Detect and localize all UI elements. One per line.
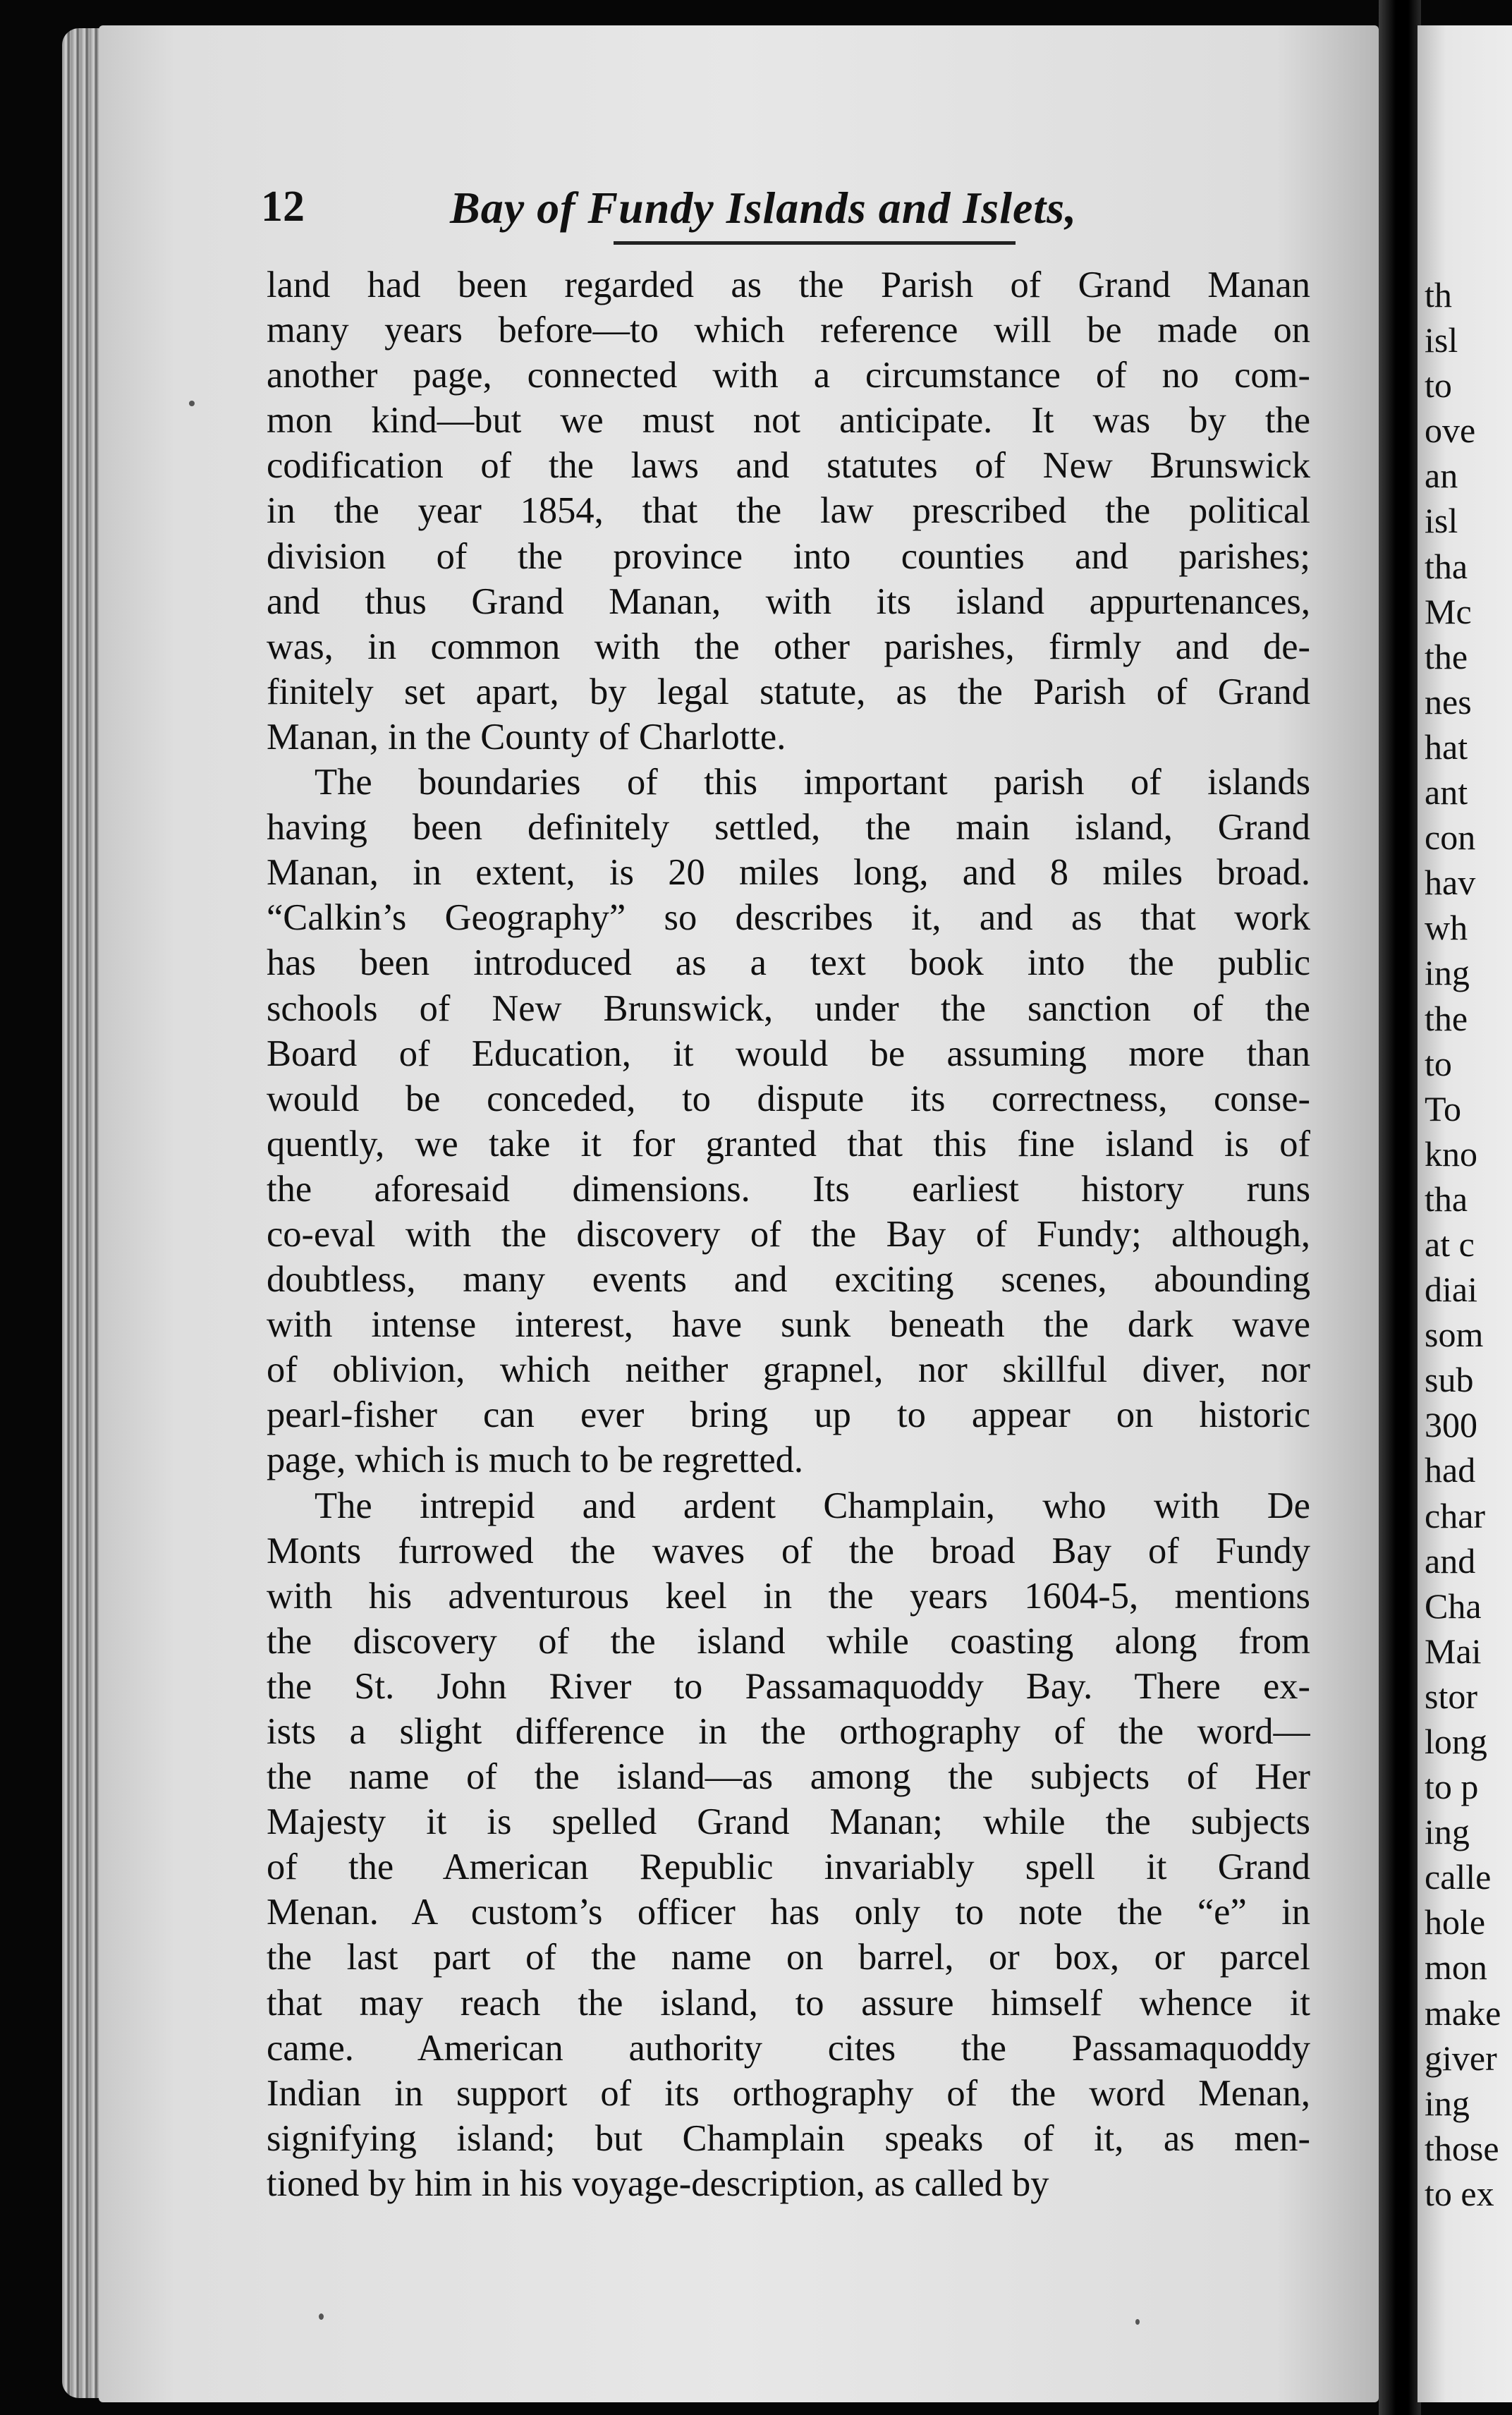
text-line: Indian in support of its orthography of the word Menan, — [267, 2072, 1310, 2114]
page-header — [261, 182, 1305, 245]
next-page-fragment: kno — [1425, 1133, 1477, 1174]
next-page-fragment: th — [1425, 275, 1452, 315]
next-page-fragment: calle — [1425, 1857, 1492, 1897]
text-line: The intrepid and ardent Champlain, who with De — [315, 1485, 1310, 1526]
text-line: the St. John River to Passamaquoddy Bay. There ex- — [267, 1665, 1310, 1707]
next-page-fragment: the — [1425, 636, 1468, 676]
ink-speck — [189, 401, 195, 406]
next-page-fragment: long — [1425, 1722, 1487, 1761]
text-line: land had been regarded as the Parish of Grand Manan — [267, 264, 1310, 305]
next-page-fragment: had — [1425, 1450, 1476, 1490]
text-line: with intense interest, have sunk beneath the dark wave — [267, 1304, 1310, 1346]
text-line: page, which is much to be regretted. — [267, 1440, 803, 1481]
text-line: “Calkin’s Geography” so describes it, and as that work — [267, 897, 1310, 939]
running-title: Bay of Fundy Islands and Islets, — [450, 183, 1078, 233]
next-page-fragment: an — [1425, 456, 1458, 496]
text-line: Menan. A custom’s officer has only to note the “e” in — [267, 1892, 1310, 1933]
next-page-fragment: those — [1425, 2128, 1499, 2168]
next-page-fragment: ing — [1425, 953, 1470, 993]
text-line: codification of the laws and statutes of New Brunswick — [267, 445, 1310, 487]
text-line: of the American Republic invariably spell it Grand — [267, 1847, 1310, 1888]
next-page-fragment: mon — [1425, 1947, 1487, 1988]
text-line: tioned by him in his voyage-description, as called by — [267, 2162, 1049, 2204]
next-page-fragment: giver — [1425, 2038, 1497, 2078]
text-line: ists a slight difference in the orthography of the word— — [267, 1711, 1310, 1752]
text-line: the aforesaid dimensions. Its earliest history runs — [267, 1168, 1310, 1210]
next-page-fragment: at c — [1425, 1224, 1475, 1264]
next-page-fragment: tha — [1425, 546, 1468, 586]
next-page-edge — [1418, 25, 1512, 2402]
text-line: schools of New Brunswick, under the sanction of the — [267, 987, 1310, 1029]
next-page-fragment: wh — [1425, 908, 1468, 948]
text-line: co-eval with the discovery of the Bay of Fundy; although, — [267, 1213, 1310, 1255]
next-page-fragment: con — [1425, 817, 1476, 858]
next-page-fragment: nes — [1425, 681, 1472, 722]
next-page-fragment: isl — [1425, 501, 1458, 541]
text-line: would be conceded, to dispute its correctness, conse- — [267, 1078, 1310, 1119]
next-page-fragment: ove — [1425, 410, 1476, 451]
page-edge-stack — [62, 28, 104, 2398]
next-page-fragment: sub — [1425, 1360, 1474, 1400]
next-page-fragment: stor — [1425, 1676, 1477, 1716]
text-line: Majesty it is spelled Grand Manan; while the subjects — [267, 1801, 1310, 1843]
text-line: Manan, in the County of Charlotte. — [267, 716, 786, 758]
next-page-fragment: hole — [1425, 1902, 1486, 1942]
next-page-fragment: Mc — [1425, 591, 1472, 631]
header-rule — [614, 241, 1016, 245]
next-page-fragment: Cha — [1425, 1586, 1482, 1626]
ink-speck — [1135, 2319, 1140, 2325]
next-page-fragment: ant — [1425, 772, 1468, 813]
next-page-fragment: Mai — [1425, 1631, 1482, 1671]
text-line: doubtless, many events and exciting scenes, abounding — [267, 1259, 1310, 1301]
next-page-fragment: make — [1425, 1993, 1501, 2033]
text-line: came. American authority cites the Passamaquoddy — [267, 2027, 1310, 2069]
text-line: in the year 1854, that the law prescribed the political — [267, 490, 1310, 532]
next-page-fragment: isl — [1425, 320, 1458, 360]
next-page-fragment: to ex — [1425, 2173, 1494, 2213]
next-page-fragment: the — [1425, 998, 1468, 1038]
next-page-fragment: hat — [1425, 726, 1468, 767]
next-page-fragment: To — [1425, 1088, 1462, 1129]
text-line: another page, connected with a circumstance of no com- — [267, 355, 1310, 396]
next-page-fragment: ing — [1425, 2083, 1470, 2123]
next-page-fragment: ing — [1425, 1812, 1470, 1852]
ink-speck — [319, 2313, 324, 2320]
text-line: has been introduced as a text book into the public — [267, 942, 1310, 984]
next-page-fragment: to — [1425, 365, 1452, 406]
text-line: that may reach the island, to assure himself whence it — [267, 1982, 1310, 2024]
text-line: division of the province into counties and parishes; — [267, 535, 1310, 577]
text-line: finitely set apart, by legal statute, as the Parish of Grand — [267, 671, 1310, 712]
next-page-fragment: and — [1425, 1540, 1476, 1581]
next-page-fragment: som — [1425, 1315, 1484, 1355]
text-line: the discovery of the island while coasting along from — [267, 1620, 1310, 1662]
text-line: with his adventurous keel in the years 1604-5, mentions — [267, 1575, 1310, 1617]
text-line: The boundaries of this important parish of islands — [315, 762, 1310, 803]
text-line: quently, we take it for granted that this fine island is of — [267, 1123, 1310, 1164]
text-line: Manan, in extent, is 20 miles long, and 8 miles broad. — [267, 852, 1310, 894]
text-line: Monts furrowed the waves of the broad Bay of Fundy — [267, 1530, 1310, 1571]
text-line: mon kind—but we must not anticipate. It was by the — [267, 400, 1310, 442]
text-line: many years before—to which reference will be made on — [267, 310, 1310, 351]
next-page-fragment: to p — [1425, 1767, 1479, 1807]
next-page-fragment: char — [1425, 1495, 1486, 1535]
text-line: the last part of the name on barrel, or box, or parcel — [267, 1937, 1310, 1978]
text-line: was, in common with the other parishes, firmly and de- — [267, 626, 1310, 667]
text-line: pearl-fisher can ever bring up to appear on historic — [267, 1394, 1310, 1436]
next-page-fragment: to — [1425, 1043, 1452, 1083]
text-line: and thus Grand Manan, with its island appurtenances, — [267, 580, 1310, 622]
book-gutter — [1379, 0, 1421, 2415]
next-page-fragment: hav — [1425, 863, 1476, 903]
next-page-fragment: diai — [1425, 1270, 1477, 1310]
text-line: the name of the island—as among the subjects of Her — [267, 1756, 1310, 1798]
page-number: 12 — [261, 183, 305, 231]
text-line: of oblivion, which neither grapnel, nor skillful diver, nor — [267, 1349, 1310, 1391]
next-page-fragment: tha — [1425, 1179, 1468, 1219]
text-line: signifying island; but Champlain speaks of it, as men- — [267, 2117, 1310, 2159]
next-page-fragment: 300 — [1425, 1405, 1477, 1445]
text-line: having been definitely settled, the main island, Grand — [267, 807, 1310, 848]
text-line: Board of Education, it would be assuming more than — [267, 1033, 1310, 1074]
body-text — [267, 262, 1310, 2206]
next-page-text — [1425, 272, 1512, 2216]
